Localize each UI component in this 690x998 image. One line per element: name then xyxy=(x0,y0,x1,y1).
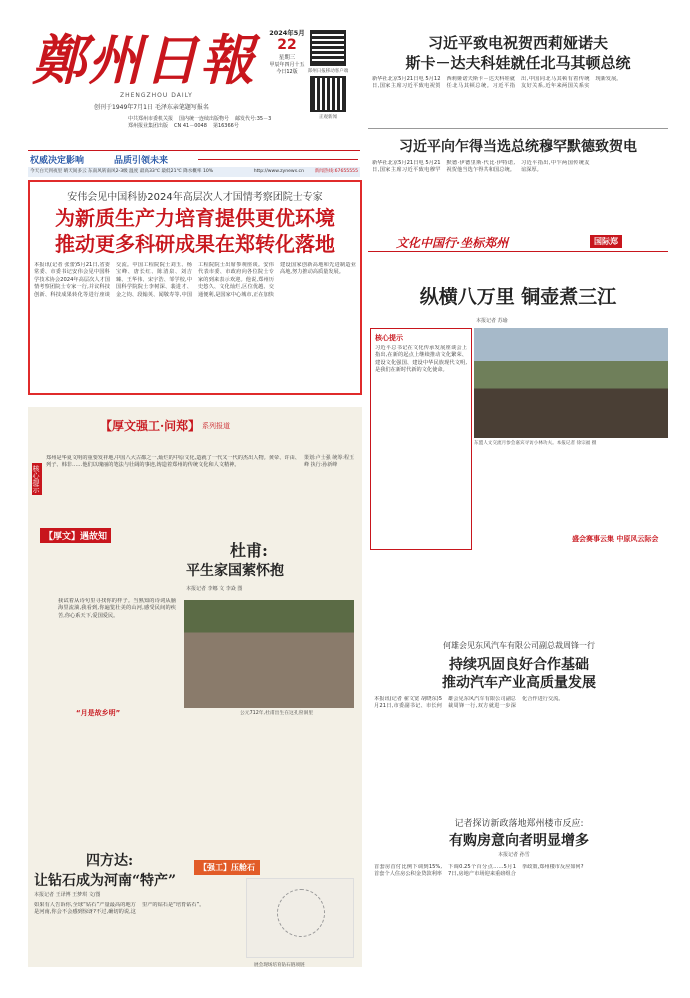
day-number: 22 xyxy=(277,37,297,53)
sifangda-photo-caption: 展会现场培育钻石链项链 xyxy=(254,963,305,968)
culture-page-planners: 策划:卢士强 统筹:程玉峰 执行:孙新峰 xyxy=(304,455,354,468)
housing-story xyxy=(370,810,668,970)
lead-headline-2: 推动更多科研成果在郑转化落地 xyxy=(55,232,335,256)
culture-core-tip-label: 核心提示 xyxy=(375,334,403,342)
culture-photo-caption: 东盟人文交流月参会嘉宾寻访小林功夫。本报记者 徐宗福 摄 xyxy=(474,441,597,446)
lead-body: 本报讯(记者 张蕾)5月21日,省委常委、市委书记安伟会见中国科学技术协会2024年高层次人才国情考察团院士专家一行,并议科技创新、科技成果转化等进行座谈交流。中国工程院院士刘玉、杨宝峰、唐长红、陈清泉、刘吉臻、王华伟、宋宇浩、邹学校,中国科学院院士李树深、裴进才、金之钧、段翰英、闻敬寿等,中国工程院院士出席参观座谈。安伟代表市委、市政府向各位院士专家的到来表示欢迎。他说,郑州历史悠久、文化灿烂,区位优越、交通便利,是国家中心城市,正在加快建设国家创新高地和先进制造业高地,努力推动高质量发展。 xyxy=(34,262,356,298)
sifangda-banner: 【强工】压舱石 xyxy=(194,860,260,875)
right-top-headline: 斯卡－达夫科娃就任北马其顿总统 xyxy=(405,54,631,72)
slogan-right: 品质引领未来 xyxy=(114,156,169,166)
issue-number: 第16366号 xyxy=(212,123,239,129)
divider xyxy=(368,128,668,129)
sifangda-photo xyxy=(246,878,354,958)
culture-page-series: 系列报道 xyxy=(202,422,230,430)
auto-body: 本报讯(记者 翟文宽 胡晓东)5月21日,市委副书记、市长何雄会见东风汽车有限公司副总裁周锋一行,双方就进一步深化合作进行交流。 xyxy=(374,696,564,710)
culture-subheadline-box xyxy=(572,452,668,552)
slogan-bar xyxy=(28,150,360,166)
qr-label-bottom: 正观新闻 xyxy=(319,115,337,120)
qr-code-bottom[interactable] xyxy=(310,76,346,112)
housing-headline: 有购房意向者明显增多 xyxy=(449,833,589,849)
weekday: 星期三 xyxy=(278,55,296,61)
sifangda-body: 如果有人告诉你,全球“钻石”产量最高的地方是河南,你会不会感到惊讶?不过,确切的说,这里产的钻石是“培育钻石”。 xyxy=(34,902,205,916)
lunar-date: 甲辰年四月十五 xyxy=(269,62,305,68)
housing-body: 首套房首付比例下调到15%,首套个人住房公积金贷款利率下调0.25个百分点……5月17日,房地产市场迎来重磅组合拳政策,郑州楼市反应如何? xyxy=(374,864,584,878)
lead-story xyxy=(28,180,362,395)
sifangda-headline-2: 让钻石成为河南“特产” xyxy=(34,873,177,889)
postal-code: 邮发代号:35－3 xyxy=(235,116,272,122)
right-top-story xyxy=(368,28,668,128)
culture-page-banner: 【厚文强工·问郑】 xyxy=(100,419,201,433)
calligraphy-note: 毛泽东亲笔题写报名 xyxy=(154,104,209,111)
lead-kicker: 安伟会见中国科协2024年高层次人才国情考察团院士专家 xyxy=(67,192,323,203)
year-month: 2024年5月 xyxy=(269,29,305,37)
auto-story xyxy=(370,636,668,806)
culture-tag: 国际郑 xyxy=(590,235,622,248)
weather-text: 今天白天到夜里 晴天间多云 东南风转南风2-3级 温度 最高33℃ 最低21℃ 降水概率 10% xyxy=(30,169,214,174)
culture-core-tip xyxy=(370,328,472,550)
page-count: 今日12版 xyxy=(276,69,298,75)
housing-byline: 本报记者 孙雪 xyxy=(498,852,530,858)
culture-subheadline: 盛会赛事云集 中原风云际会 xyxy=(572,535,659,543)
newspaper-logo: 鄭州日報 xyxy=(32,28,256,92)
culture-byline: 本报记者 苏瑜 xyxy=(476,318,508,324)
dufu-subheadline: 平生家国萦怀抱 xyxy=(186,563,284,579)
logo-english: ZHENGZHOU DAILY xyxy=(120,92,193,99)
qr-code-top[interactable] xyxy=(310,30,346,66)
culture-banner xyxy=(368,232,668,252)
slogan-ornament xyxy=(198,159,358,160)
auto-headline-1: 持续巩固良好合作基础 xyxy=(449,657,589,673)
slogan-left: 权威决定影响 xyxy=(30,156,85,166)
culture-body-col1 xyxy=(474,452,570,602)
issn-label: 国内统一连续出版物号 xyxy=(179,116,230,122)
culture-page-core-tip: 郑州是华夏文明的重要发祥地,中国八大古都之一,灿烂的中原文化,造就了一代又一代的杰出人物。黄帝、许由、列子、韩非……他们以瑰丽的笔法与壮阔的事迹,铸造着郑州的传统文化和人文精神。 xyxy=(46,455,300,469)
culture-photo xyxy=(474,328,668,438)
right-top-body: 新华社北京5月21日电 5月12日,国家主席习近平致电祝贺西莉娅诺夫斯卡－达夫科娃就任北马其顿总统。习近平指出,中国同北马其顿有着传统友好关系,近年来两国关系实现新发展。 xyxy=(372,76,622,90)
dufu-headline: 杜甫: xyxy=(230,541,268,560)
dufu-photo-caption: 公元712年,杜甫出生在这孔窑洞里 xyxy=(240,711,314,716)
cn-number: CN 41－0048 xyxy=(174,123,207,129)
sifangda-headline-1: 四方达: xyxy=(86,853,134,869)
lead-headline-1: 为新质生产力培育提供更优环境 xyxy=(55,206,335,230)
culture-page-core-label: 核心提示 xyxy=(32,465,40,493)
sponsor-label: 中共郑州市委机关报 xyxy=(128,116,174,122)
website[interactable]: http://www.zynews.cn xyxy=(253,169,304,174)
dufu-banner: 【厚文】遇故知 xyxy=(40,528,111,543)
dufu-photo xyxy=(184,600,354,708)
auto-headline-2: 推动汽车产业高质量发展 xyxy=(442,675,596,691)
dufu-body: 我试着从诗句里寻找你的样子。当熟知的诗词从脑海里流淌,我看到,你遍览壮美的山河,感受民间的疾苦,你心系天下,爱国爱民。 xyxy=(58,598,176,619)
founded-date: 创刊于1949年7月1日 xyxy=(94,104,153,111)
culture-banner-title: 文化中国行·坐标郑州 xyxy=(396,236,509,250)
dufu-byline: 本报记者 李娜 文 李焱 图 xyxy=(186,586,243,592)
qr-label-top: 郑州日报移动客户端 xyxy=(307,69,349,74)
founded-line xyxy=(94,102,209,111)
right-second-story xyxy=(368,132,668,212)
right-second-body: 新华社北京5月21日电 5月21日,国家主席习近平致电穆罕默德·伊德里斯·代比·伊特诺,祝贺他当选乍得共和国总统。习近平指出,中乍两国传统友谊深厚。 xyxy=(372,160,590,174)
auto-kicker: 何雄会见东风汽车有限公司副总裁周锋一行 xyxy=(443,641,595,650)
news-hotline: 新闻热线:67655555 xyxy=(314,169,358,174)
culture-core-tip-text: 习近平总书记在文化传承发展座谈会上指出,在新的起点上继续推动文化繁荣、建设文化强国、建设中华民族现代文明,是我们在新时代新的文化使命。 xyxy=(375,345,467,374)
right-top-kicker: 习近平致电祝贺西莉娅诺夫 xyxy=(427,34,608,52)
culture-headline: 纵横八万里 铜壶煮三江 xyxy=(419,286,617,308)
dufu-quote: “月是故乡明” xyxy=(76,709,121,717)
weather-bar xyxy=(28,167,360,177)
sifangda-byline: 本报记者 王译博 王梦琪 文/图 xyxy=(34,892,101,898)
housing-kicker: 记者探访新政落地郑州楼市反应: xyxy=(454,819,584,829)
right-second-headline: 习近平向乍得当选总统穆罕默德致贺电 xyxy=(399,139,637,155)
date-block xyxy=(262,28,312,90)
publisher-label: 郑州报业集团出版 xyxy=(128,123,169,129)
